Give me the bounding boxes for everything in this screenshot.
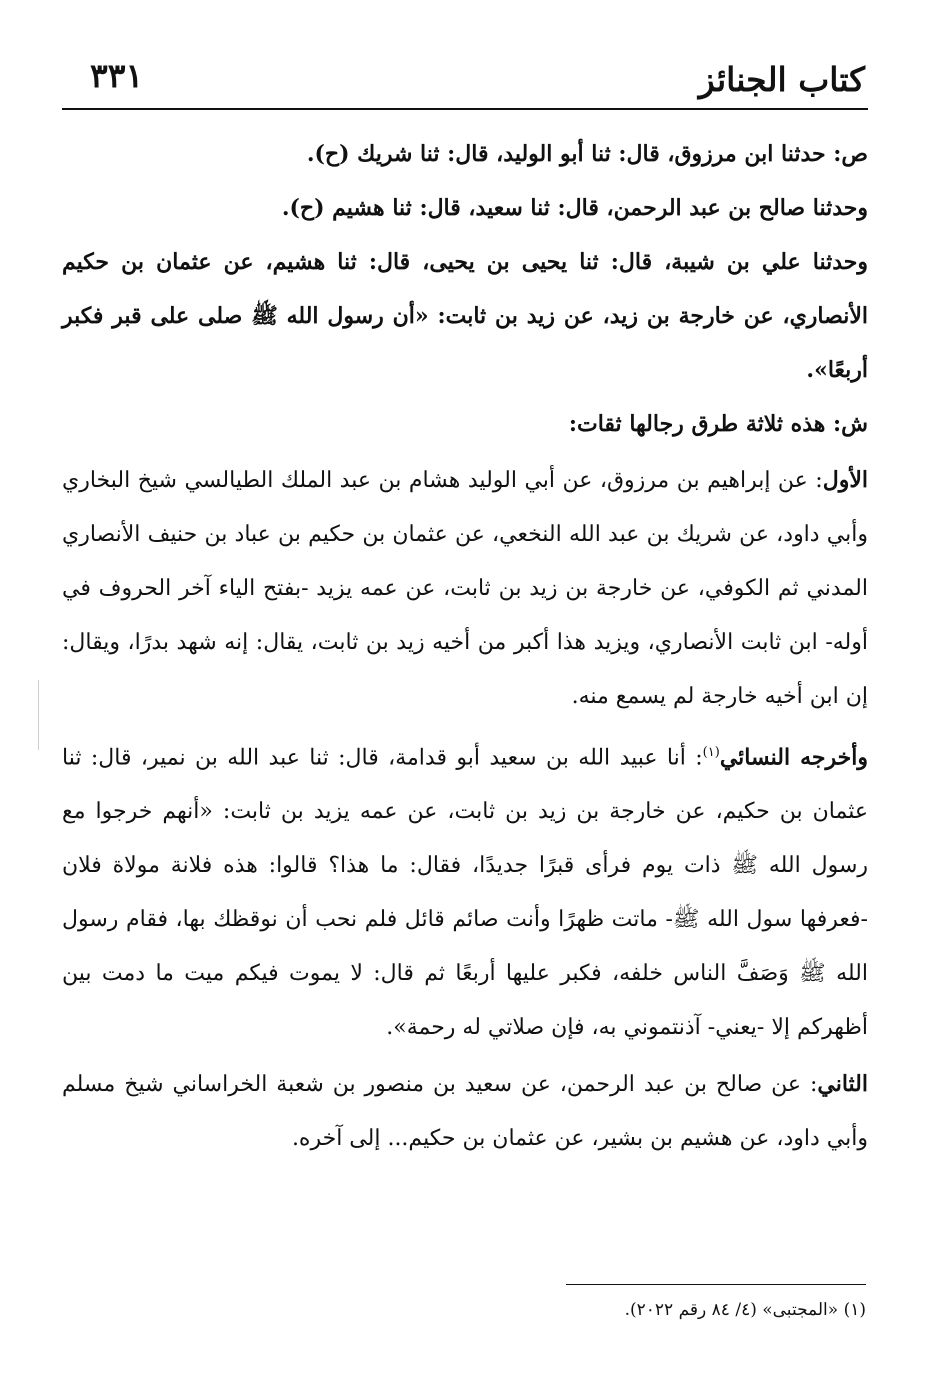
first-label: الأول xyxy=(822,467,868,493)
second-text: : عن صالح بن عبد الرحمن، عن سعيد بن منصور بن شعبة الخراساني شيخ مسلم وأبي داود، عن هشيم بن بشير، عن عثمان بن حكيم... إلى آخره. xyxy=(62,1072,868,1152)
page-header xyxy=(90,52,865,112)
paragraph-nasai xyxy=(62,726,868,1055)
footnote: (١) «المجتبى» (٤/ ٨٤ رقم ٢٠٢٢). xyxy=(624,1300,866,1320)
page-number: ٣٣١ xyxy=(90,56,144,95)
paragraph-sad-3: وحدثنا علي بن شيبة، قال: ثنا يحيى بن يحيى، قال: ثنا هشيم، عن عثمان بن حكيم الأنصاري، عن خارجة بن زيد، عن زيد بن ثابت: «أن رسول الله ﷺ صلى على قبر فكبر أربعًا». xyxy=(62,249,868,383)
header-rule xyxy=(62,108,868,110)
paragraph-second-chain xyxy=(62,1057,868,1166)
running-title: كتاب الجنائز xyxy=(698,60,865,99)
first-text: : عن إبراهيم بن مرزوق، عن أبي الوليد هشام بن عبد الملك الطيالسي شيخ البخاري وأبي داود، عن شريك بن عبد الله النخعي، عن عثمان بن حكيم بن عباد بن حنيف الأنصاري المدني ثم الكوفي، عن خارجة بن زيد بن ثابت، عن عمه يزيد -بفتح الياء آخر الحروف في أوله- ابن ثابت الأنصاري، ويزيد هذا أكبر من أخيه زيد بن ثابت، يقال: إنه شهد بدرًا، ويقال: إن ابن أخيه خارجة لم يسمع منه. xyxy=(62,468,868,709)
nasai-label: وأخرجه النسائي xyxy=(719,744,868,771)
nasai-text: : أنا عبيد الله بن سعيد أبو قدامة، قال: ثنا عبد الله بن نمير، قال: ثنا عثمان بن حكيم، عن خارجة بن زيد بن ثابت، عن عمه يزيد بن ثابت: «أنهم خرجوا مع رسول الله ﷺ ذات يوم فرأى قبرًا جديدًا، فقال: ما هذا؟ قالوا: هذه فلانة مولاة فلان -فعرفها سول الله ﷺ- ماتت ظهرًا وأنت صائم قائل فلم نحب أن نوقظك بها، فقام رسول الله ﷺ وَصَفَّ الناس خلفه، فكبر عليها أربعًا ثم قال: لا يموت فيكم ميت ما دمت بين أظهركم إلا -يعني- آذنتموني به، فإن صلاتي له رحمة». xyxy=(62,745,869,1041)
paragraph-first-chain xyxy=(62,453,868,724)
footnote-ref: (١) xyxy=(702,745,720,760)
main-text xyxy=(62,127,868,1166)
paragraph-sad-2: وحدثنا صالح بن عبد الرحمن، قال: ثنا سعيد، قال: ثنا هشيم (ح). xyxy=(281,195,868,221)
paragraph-shin-heading: ش: هذه ثلاثة طرق رجالها ثقات: xyxy=(568,411,868,437)
paragraph-sad-1: ص: حدثنا ابن مرزوق، قال: ثنا أبو الوليد، قال: ثنا شريك (ح). xyxy=(306,141,868,167)
footnote-rule xyxy=(566,1284,866,1285)
margin-line xyxy=(38,680,39,750)
second-label: الثاني xyxy=(817,1071,868,1098)
